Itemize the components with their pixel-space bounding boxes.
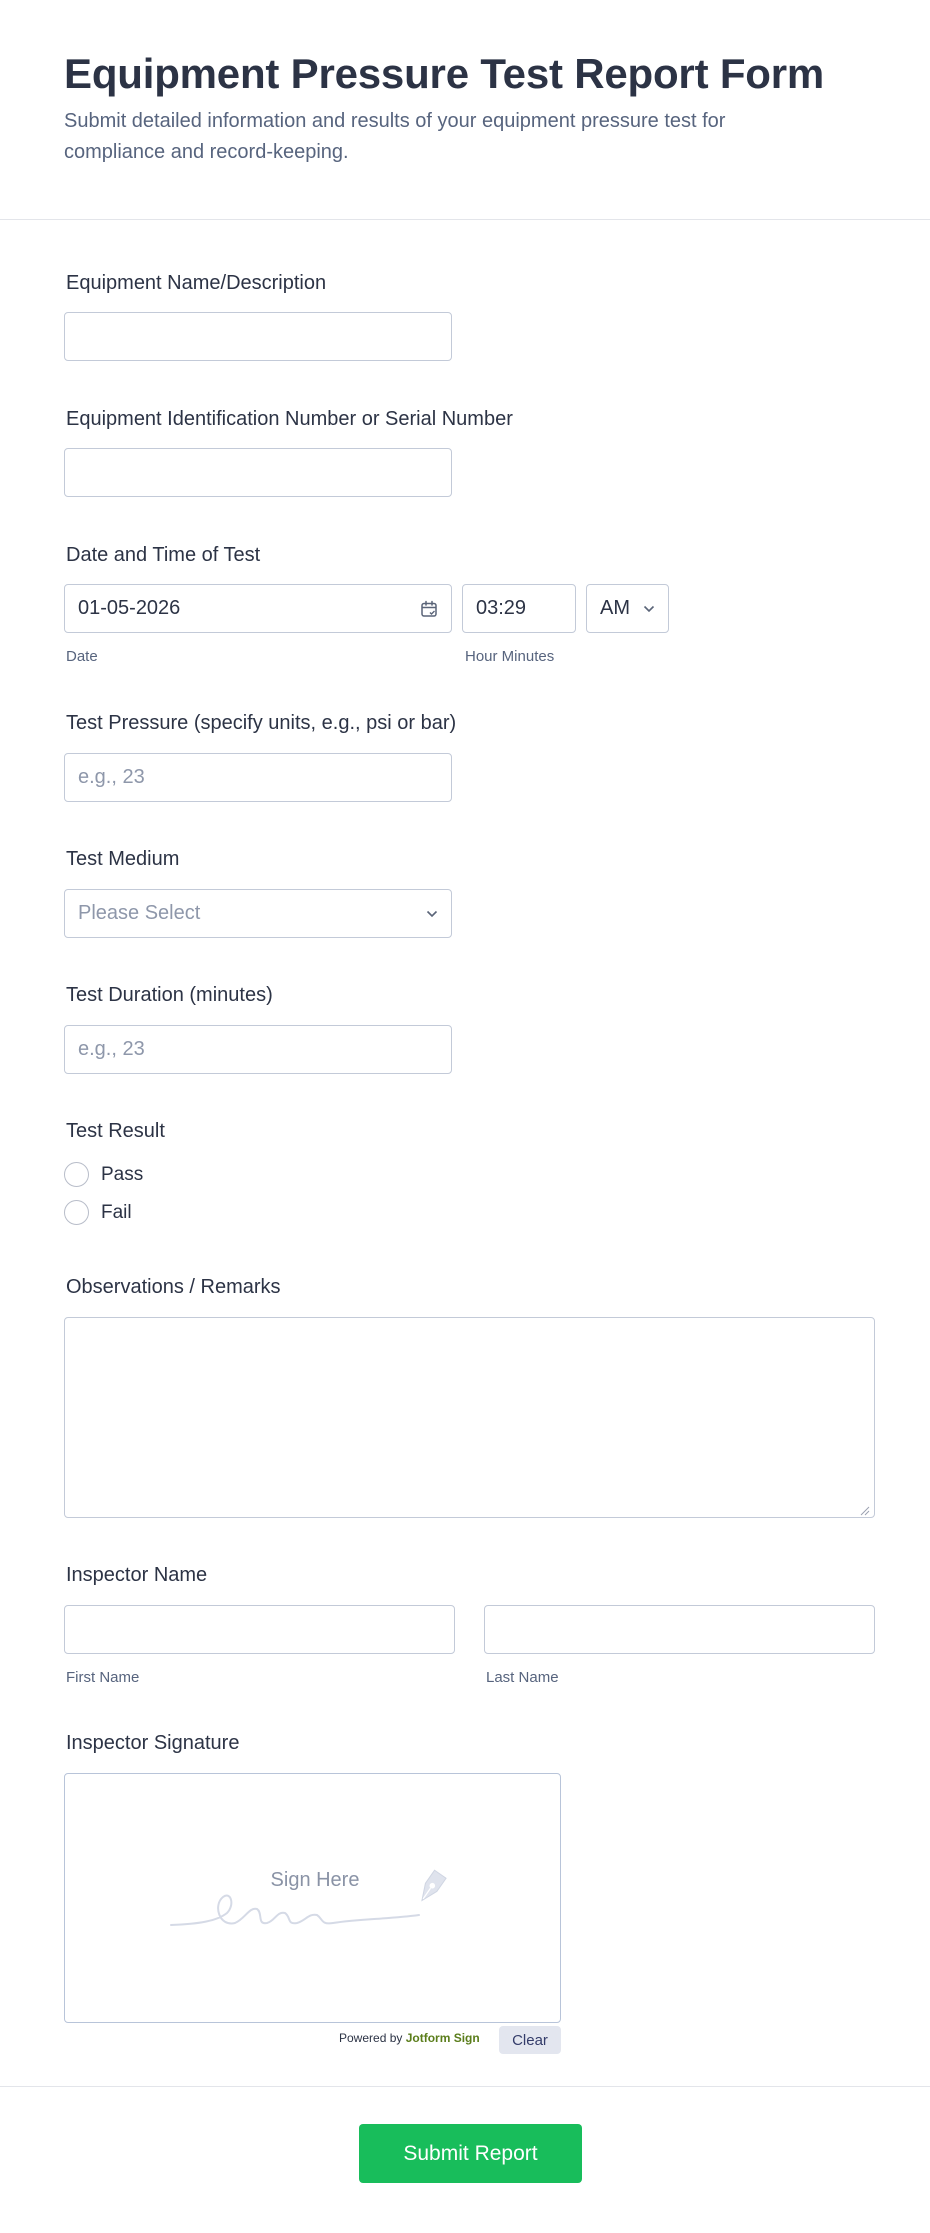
observations-label: Observations / Remarks [66, 1276, 281, 1298]
powered-by-text: Powered by [339, 2031, 403, 2045]
test-duration-input[interactable] [64, 1025, 452, 1074]
observations-textarea[interactable] [64, 1317, 875, 1518]
radio-button[interactable] [64, 1200, 89, 1225]
equipment-id-label: Equipment Identification Number or Serial Number [66, 408, 513, 430]
resize-handle-icon[interactable] [860, 1503, 870, 1521]
chevron-down-icon [643, 605, 655, 613]
test-pressure-input[interactable] [64, 753, 452, 802]
test-pressure-placeholder: e.g., 23 [78, 766, 145, 788]
equipment-name-input[interactable] [64, 312, 452, 361]
footer-divider [0, 2086, 930, 2087]
pen-nib-icon [408, 1867, 452, 1911]
submit-button[interactable]: Submit Report [359, 2124, 582, 2183]
header-divider [0, 219, 930, 220]
jotform-sign-brand[interactable]: Jotform Sign [405, 2031, 480, 2045]
test-medium-label: Test Medium [66, 848, 180, 870]
chevron-down-icon [426, 910, 438, 918]
date-input[interactable] [64, 584, 452, 633]
form-title: Equipment Pressure Test Report Form [64, 50, 825, 97]
time-value: 03:29 [476, 597, 527, 619]
last-name-input[interactable] [484, 1605, 875, 1654]
sign-here-text: Sign Here [265, 1864, 365, 1896]
signature-label: Inspector Signature [66, 1732, 240, 1754]
clear-signature-button[interactable]: Clear [499, 2026, 561, 2054]
radio-button[interactable] [64, 1162, 89, 1187]
calendar-icon[interactable] [420, 600, 438, 618]
first-name-input[interactable] [64, 1605, 455, 1654]
test-duration-placeholder: e.g., 23 [78, 1038, 145, 1060]
first-name-sublabel: First Name [66, 1669, 140, 1686]
time-sublabel: Hour Minutes [465, 648, 555, 665]
date-sublabel: Date [66, 648, 98, 665]
powered-by [339, 2031, 480, 2045]
test-medium-placeholder: Please Select [78, 902, 201, 924]
form-subtitle: Submit detailed information and results of your equipment pressure test for compliance and record-keeping. [64, 110, 726, 163]
date-value: 01-05-2026 [78, 597, 181, 619]
equipment-id-input[interactable] [64, 448, 452, 497]
time-input[interactable] [462, 584, 576, 633]
test-duration-label: Test Duration (minutes) [66, 984, 273, 1006]
test-result-label: Test Result [66, 1120, 165, 1142]
radio-option-fail[interactable] [64, 1200, 132, 1225]
ampm-select[interactable] [586, 584, 669, 633]
radio-option-pass[interactable] [64, 1162, 143, 1187]
radio-label-fail: Fail [101, 1201, 132, 1223]
ampm-value: AM [600, 597, 630, 619]
test-pressure-label: Test Pressure (specify units, e.g., psi or bar) [66, 712, 457, 734]
inspector-name-label: Inspector Name [66, 1564, 208, 1586]
datetime-label: Date and Time of Test [66, 544, 261, 566]
signature-pad[interactable] [64, 1773, 561, 2023]
equipment-name-label: Equipment Name/Description [66, 272, 327, 294]
radio-label-pass: Pass [101, 1163, 144, 1185]
last-name-sublabel: Last Name [486, 1669, 559, 1686]
test-medium-select[interactable] [64, 889, 452, 938]
